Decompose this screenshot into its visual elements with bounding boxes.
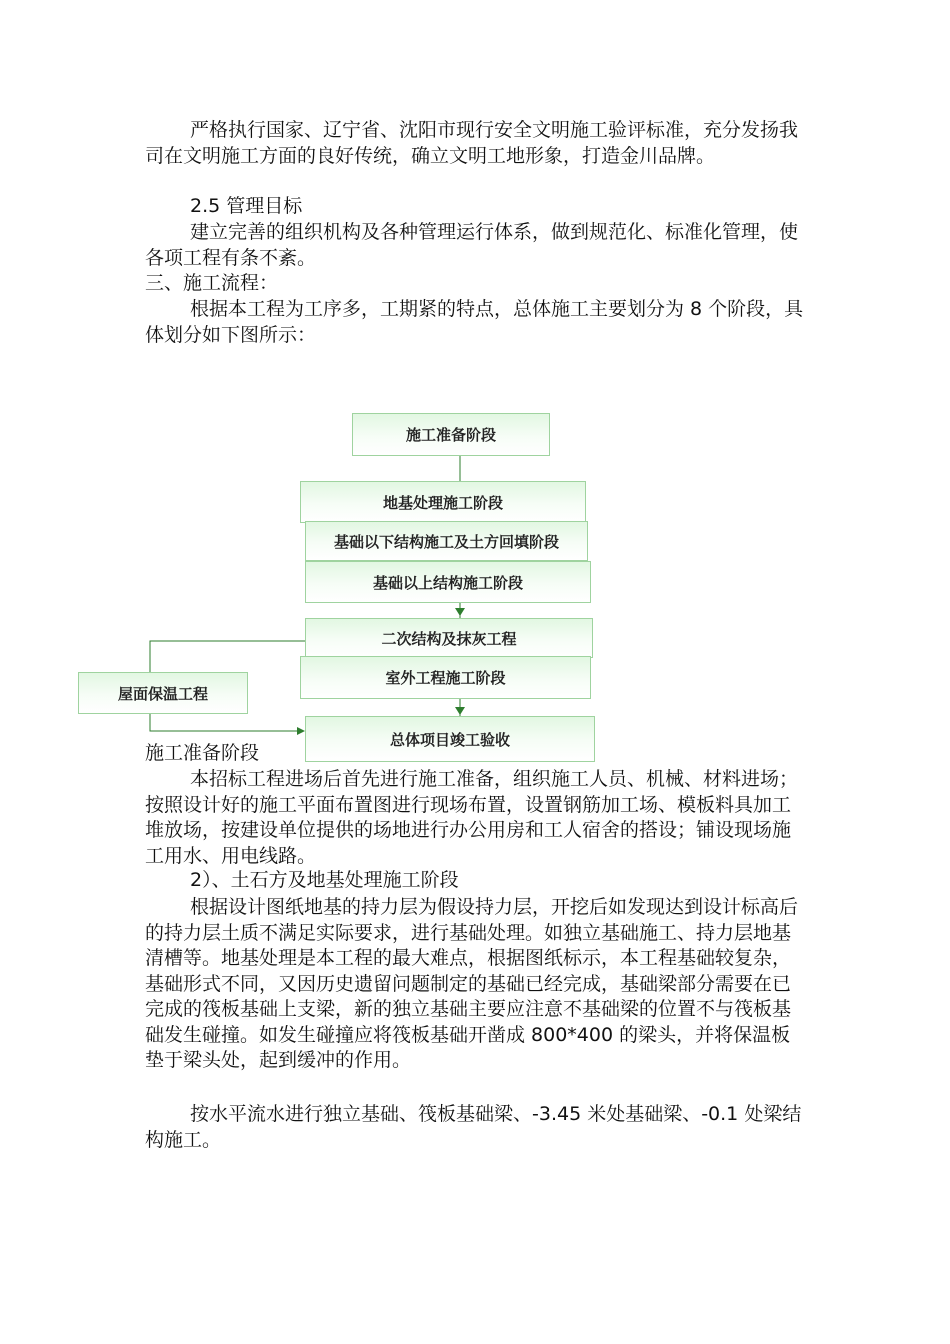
flow-stage-secondary-structure: 二次结构及抹灰工程 [305, 618, 593, 658]
flow-stage-preparation: 施工准备阶段 [352, 413, 550, 456]
heading-construction-flow: 三、施工流程： [145, 272, 279, 294]
paragraph-preparation-details: 本招标工程进场后首先进行施工准备，组织施工人员、机械、材料进场；按照设计好的施工平面布置图进行现场布置，设置钢筋加工场、模板料具加工堆放场，按建设单位提供的场地进行办公用房和工人宿舍的搭设；铺设现场施工用水、用电线路。 [145, 768, 799, 867]
heading-management-goal: 2.5 管理目标 [190, 195, 303, 217]
heading-preparation-stage: 施工准备阶段 [145, 742, 260, 764]
flow-stage-outdoor-works: 室外工程施工阶段 [300, 656, 591, 699]
paragraph-civilized-construction: 严格执行国家、辽宁省、沈阳市现行安全文明施工验评标准，充分发扬我司在文明施工方面的良好传统，确立文明工地形象，打造金川品牌。 [145, 119, 799, 167]
flow-stage-below-foundation: 基础以下结构施工及土方回填阶段 [305, 521, 588, 561]
paragraph-stage-division: 根据本工程为工序多，工期紧的特点，总体施工主要划分为 8 个阶段，具体划分如下图所示： [145, 298, 804, 346]
flow-stage-final-acceptance: 总体项目竣工验收 [305, 716, 595, 762]
flow-stage-foundation-treatment: 地基处理施工阶段 [300, 481, 586, 523]
flow-stage-above-foundation: 基础以上结构施工阶段 [305, 561, 591, 603]
heading-earthwork-stage: 2）、土石方及地基处理施工阶段 [190, 869, 459, 891]
arrow-head-4 [455, 608, 465, 616]
paragraph-foundation-treatment: 根据设计图纸地基的持力层为假设持力层，开挖后如发现达到设计标高后的持力层土质不满足实际要求，进行基础处理。如独立基础施工、持力层地基清槽等。地基处理是本工程的最大难点，根据图纸标示，本工程基础较复杂，基础形式不同，又因历史遗留问题制定的基础已经完成，基础梁部分需要在已完成的筏板基础上支梁，新的独立基础主要应注意不基础梁的位置不与筏板基础发生碰撞。如发生碰撞应将筏板基础开凿成 800*400 的梁头，并将保温板垫于梁头处，起到缓冲的作用。 [145, 896, 799, 1071]
arrow-head-6 [455, 707, 465, 715]
flow-stage-roof-insulation: 屋面保温工程 [78, 672, 248, 714]
paragraph-management-system: 建立完善的组织机构及各种管理运行体系，做到规范化、标准化管理，使各项工程有条不紊。 [145, 221, 799, 269]
paragraph-horizontal-flow: 按水平流水进行独立基础、筏板基础梁、-3.45 米处基础梁、-0.1 处梁结构施工。 [145, 1103, 802, 1151]
